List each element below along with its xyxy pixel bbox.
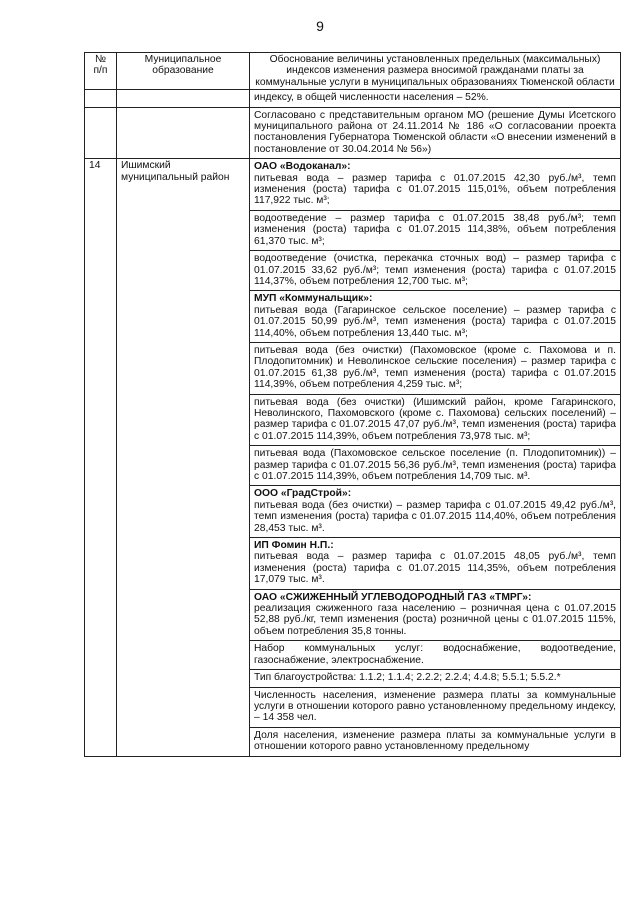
justification-block [250,159,621,211]
municipality-name: Ишимский муниципальный район [117,159,250,756]
continuation-row-2 [85,107,621,159]
justification-block [250,727,621,756]
block-text: питьевая вода (Гагаринское сельское поселение) – размер тарифа с 01.07.2015 50,99 руб./м³, темп изменения (роста) тарифа с 01.07.2015 114,40%, объем потребления 13,440 тыс. м³; [254,304,616,339]
block-text: питьевая вода (без очистки) – размер тарифа с 01.07.2015 49,42 руб./м³, темп изменения (роста) тарифа с 01.07.2015 114,40%, объем потребления 28,453 тыс. м³. [254,499,616,534]
organization-name: ИП Фомин Н.П.: [254,540,334,552]
tariff-table [84,52,621,757]
justification-row [85,159,621,211]
justification-block [250,641,621,670]
justification-block [250,538,621,590]
continuation-row-1 [85,90,621,107]
row-number: 14 [85,159,117,756]
block-text: питьевая вода – размер тарифа с 01.07.2015 42,30 руб./м³, темп изменения (роста) тарифа с 01.07.2015 115,01%, объем потребления 117,922 тыс. м³; [254,172,616,207]
justification-block [250,446,621,486]
justification-block [250,589,621,641]
block-text: питьевая вода (без очистки) (Ишимский район, кроме Гагаринского, Неволинского, Пахомовского (кроме с. Пахомова) сельских поселений) – размер тарифа с 01.07.2015 47,07 руб./м³, темп изменения (роста) тарифа с 01.07.2015 114,39%, объем потребления 73,978 тыс. м³; [254,396,616,442]
organization-name: ОАО «Водоканал»: [254,161,351,173]
page-number: 9 [316,18,324,34]
continuation-text: индексу, в общей численности населения – 52%. [250,90,621,107]
header-justification: Обоснование величины установленных предельных (максимальных) индексов изменения размера вносимой гражданами платы за коммунальные услуги в муниципальных образованиях Тюменской области [250,53,621,90]
block-text: питьевая вода – размер тарифа с 01.07.2015 48,05 руб./м³, темп изменения (роста) тарифа с 01.07.2015 114,35%, объем потребления 17,079 тыс. м³. [254,551,616,586]
justification-block [250,251,621,291]
block-text: Тип благоустройства: 1.1.2; 1.1.4; 2.2.2; 2.2.4; 4.4.8; 5.5.1; 5.5.2.* [254,672,561,684]
table-row-14 [85,159,621,756]
organization-name: ООО «ГрадСтрой»: [254,488,352,500]
justification-block [250,486,621,538]
justification-block [250,291,621,343]
agreement-text: Согласовано с представительным органом МО (решение Думы Исетского муниципального района от 24.11.2014 № 186 «О согласовании проекта постановления Губернатора Тюменской области «О внесении изменений в постановление от 30.04.2014 № 56») [250,107,621,159]
table-header-row [85,53,621,90]
justification-block [250,342,621,394]
block-text: Численность населения, изменение размера платы за коммунальные услуги в отношении которого равно установленному предельному индексу, – 14 358 чел. [254,689,616,724]
header-municipality: Муниципальное образование [117,53,250,90]
block-text: Набор коммунальных услуг: водоснабжение, водоотведение, газоснабжение, электроснабжение. [254,643,616,666]
block-text: питьевая вода (Пахомовское сельское поселение (п. Плодопитомник)) – размер тарифа с 01.07.2015 56,36 руб./м³, темп изменения (роста) тарифа с 01.07.2015 114,39%, объем потребления 14,709 тыс. м³. [254,448,616,482]
block-text: водоотведение – размер тарифа с 01.07.2015 38,48 руб./м³; темп изменения (роста) тарифа с 01.07.2015 114,38%, объем потребления 61,370 тыс. м³; [254,212,616,247]
block-text: водоотведение (очистка, перекачка сточных вод) – размер тарифа с 01.07.2015 33,62 руб./м³; темп изменения (роста) тарифа с 01.07.2015 114,37%, объем потребления 12,700 тыс. м³; [254,253,616,287]
block-text: питьевая вода (без очистки) (Пахомовское (кроме с. Пахомова и п. Плодопитомник) и Неволинское сельские поселения) – размер тарифа с 01.07.2015 61,38 руб./м³, темп изменения (роста) тарифа с 01.07.2015 114,39%, объем потребления 4,259 тыс. м³; [254,344,616,391]
justification-block [250,394,621,446]
justification-block [250,210,621,250]
justification-block [250,687,621,727]
justification-block [250,670,621,687]
organization-name: ОАО «СЖИЖЕННЫЙ УГЛЕВОДОРОДНЫЙ ГАЗ «ТМРГ»: [254,591,532,603]
organization-name: МУП «Коммунальщик»: [254,293,373,305]
header-num: № п/п [85,53,117,90]
block-text: реализация сжиженного газа населению – розничная цена с 01.07.2015 52,88 руб./кг, темп изменения (роста) розничной цены с 01.07.2015 115%, объем потребления 35,8 тонны. [254,603,616,637]
block-text: Доля населения, изменение размера платы за коммунальные услуги в отношении которого равно установленному предельному [254,729,616,753]
